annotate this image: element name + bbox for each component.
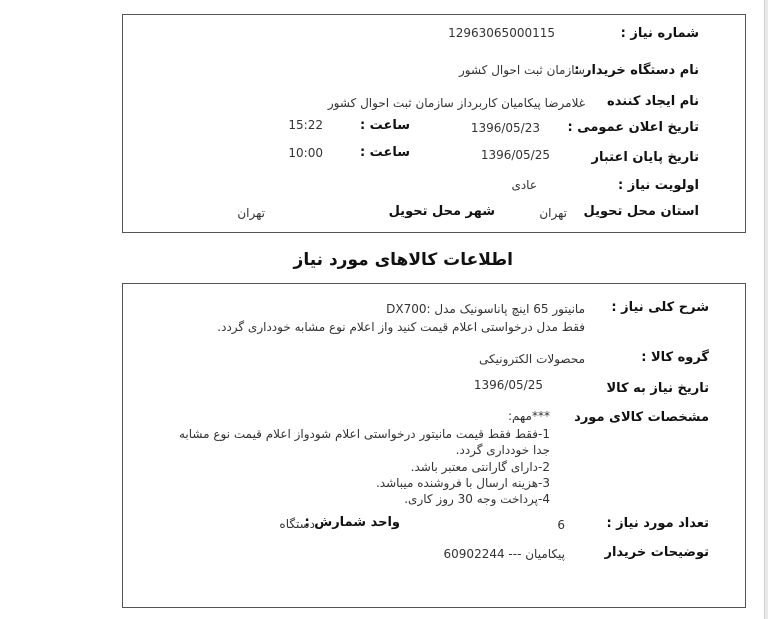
specs-line: 4-پرداخت وجه 30 روز کاری. (404, 492, 550, 506)
specs-line: 2-دارای گارانتی معتبر باشد. (410, 460, 550, 474)
announce-date-label: تاریخ اعلان عمومی : (567, 120, 699, 135)
description-line-1: مانیتور 65 اینچ پاناسونیک مدل :DX700 (386, 302, 585, 316)
city-label: شهر محل تحویل (388, 204, 495, 219)
quantity-label: تعداد مورد نیاز : (606, 516, 709, 531)
buyer-notes-label: توضیحات خریدار (604, 545, 709, 560)
need-info-panel (122, 14, 746, 233)
need-number-label: شماره نیاز : (620, 26, 699, 41)
expiry-time-label: ساعت : (359, 145, 410, 160)
unit-label: واحد شمارش : (304, 515, 400, 530)
group-label: گروه کالا : (641, 350, 709, 365)
specs-line: جدا خودداری گردد. (455, 443, 550, 457)
unit: دستگاه (279, 517, 315, 531)
description-line-2: فقط مدل درخواستی اعلام قیمت کنید واز اعلام نوع مشابه خودداری گردد. (217, 320, 585, 334)
description-label: شرح کلی نیاز : (611, 300, 709, 315)
specs-label: مشخصات کالای مورد (574, 410, 709, 425)
province: تهران (539, 206, 567, 220)
city: تهران (237, 206, 265, 220)
specs-line: ***مهم: (508, 409, 550, 423)
expiry-time: 10:00 (288, 146, 323, 160)
section-title: اطلاعات کالاهای مورد نیاز (293, 250, 513, 270)
group: محصولات الکترونیکی (479, 352, 585, 366)
specs-line: 3-هزینه ارسال با فروشنده میباشد. (375, 476, 550, 490)
scrollbar-track[interactable] (764, 0, 768, 619)
goods-info-panel (122, 283, 746, 608)
announce-time: 15:22 (288, 118, 323, 132)
buyer-org: سازمان ثبت احوال کشور (458, 63, 585, 77)
creator: غلامرضا پیکامیان کاربرداز سازمان ثبت احوال کشور (327, 96, 585, 110)
expiry-date: 1396/05/25 (480, 148, 550, 162)
creator-label: نام ایجاد کننده (607, 94, 699, 109)
quantity: 6 (557, 518, 565, 532)
expiry-date-label: تاریخ پایان اعتبار (591, 150, 699, 165)
announce-time-label: ساعت : (359, 118, 410, 133)
buyer-notes: پیکامیان --- 60902244 (443, 547, 565, 561)
priority-label: اولویت نیاز : (617, 178, 699, 193)
province-label: استان محل تحویل (583, 204, 699, 219)
need-number: 12963065000115 (448, 26, 555, 40)
specs-line: 1-فقط فقط قیمت مانیتور درخواستی اعلام شودواز اعلام قیمت نوع مشابه (178, 427, 550, 441)
need-date: 1396/05/25 (473, 378, 543, 392)
buyer-org-label: نام دستگاه خریدار : (574, 63, 699, 78)
priority: عادی (511, 178, 537, 192)
need-date-label: تاریخ نیاز به کالا (606, 381, 709, 396)
announce-date: 1396/05/23 (470, 121, 540, 135)
